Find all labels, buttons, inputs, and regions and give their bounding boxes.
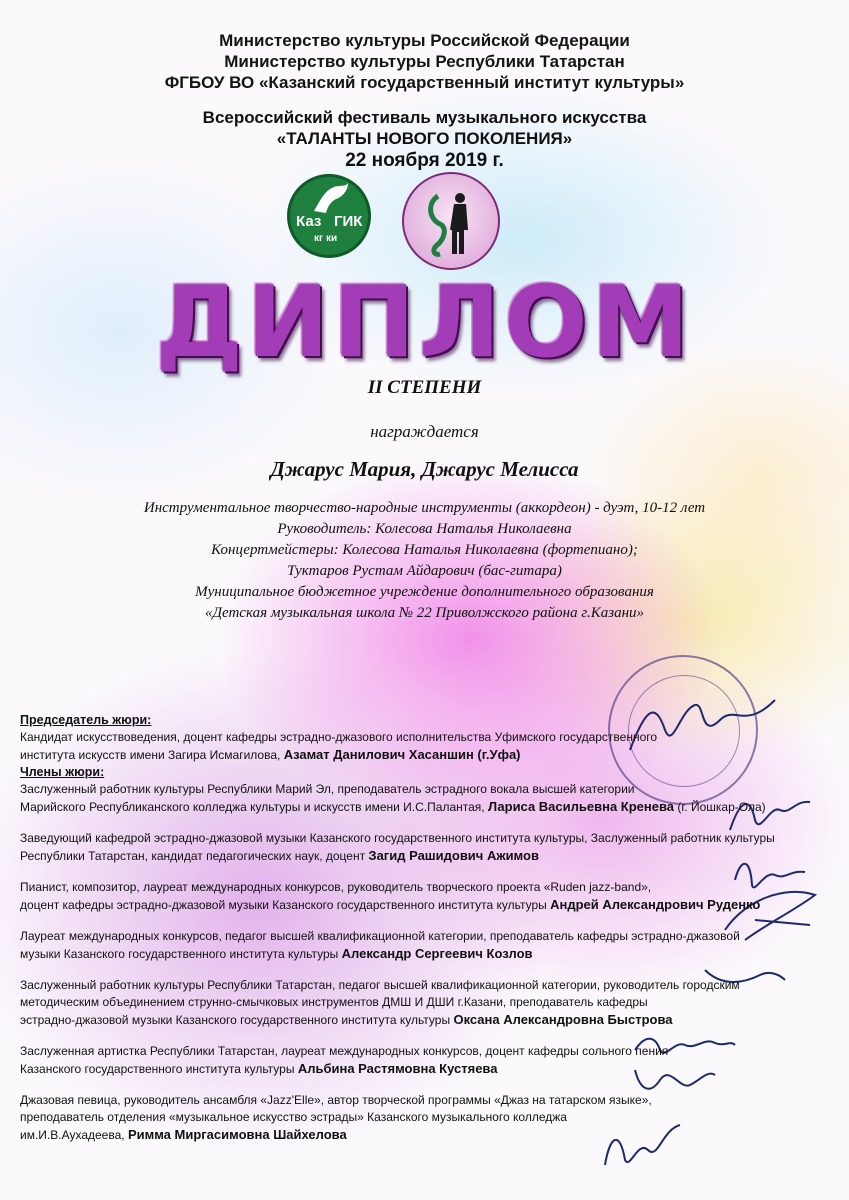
institution-line-1: Муниципальное бюджетное учреждение дополнительного образования [195, 584, 654, 600]
jury-member-2-line-1: Заведующий кафедрой эстрадно-джазовой музыки Казанского государственного института культуры, Заслуженный работник культуры [20, 831, 775, 845]
jury-member-5-line-1: Заслуженный работник культуры Республики Татарстан, педагог высшей квалификационной категории, руководитель городским [20, 978, 740, 992]
jury-member-3-name: Андрей Александрович Руденко [550, 897, 761, 912]
jury-member-7-line-2: преподаватель отделения «музыкальное искусство эстрады» Казанского музыкального колледжа [20, 1110, 567, 1124]
diploma-degree: II СТЕПЕНИ [367, 377, 482, 398]
award-details [0, 498, 849, 624]
bird-icon [310, 181, 352, 215]
jury-member-1-city: (г. Йошкар-Ола) [677, 800, 766, 814]
jury-member-5-line-3: эстрадно-джазовой музыки Казанского государственного института культуры [20, 1013, 451, 1027]
jury-chair-heading: Председатель жюри: [20, 713, 152, 727]
talanty-logo [402, 172, 500, 270]
festival-date: 22 ноября 2019 г. [345, 150, 504, 171]
awarded-label: награждается [370, 422, 479, 441]
accompanists-line-2: Туктаров Рустам Айдарович (бас-гитара) [287, 563, 562, 579]
jury-member-1-name: Лариса Васильевна Кренева [487, 799, 675, 814]
diploma-title: ДИПЛОМ [155, 266, 694, 380]
jury-member-1-line-2: Марийского Республиканского колледжа культуры и искусств имени И.С.Палантая, [20, 800, 485, 814]
ministry-header [0, 30, 849, 93]
institution-line-2: «Детская музыкальная школа № 22 Приволжского района г.Казани» [204, 605, 645, 621]
jury-member-5-name: Оксана Александровна Быстрова [453, 1012, 673, 1027]
jury-member-7-line-1: Джазовая певица, руководитель ансамбля «Jazz'Elle», автор творческой программы «Джаз на татарском языке», [20, 1093, 652, 1107]
jury-member-6-line-1: Заслуженная артистка Республики Татарстан, лауреат международных конкурсов, доцент кафедры сольного пения [20, 1044, 669, 1058]
jury-member-4-line-2: музыки Казанского государственного института культуры [20, 947, 339, 961]
jury-member-7-name: Римма Миргасимовна Шайхелова [127, 1127, 347, 1142]
musician-silhouette-icon [404, 174, 498, 268]
jury-member-2-line-2: Республики Татарстан, кандидат педагогических наук, доцент [20, 849, 366, 863]
jury-member-1-line-1: Заслуженный работник культуры Республики Марий Эл, преподаватель эстрадного вокала высшей категории [20, 782, 635, 796]
jury-member-3-line-1: Пианист, композитор, лауреат международных конкурсов, руководитель творческого проекта «Ruden jazz-band», [20, 880, 652, 894]
jury-chair-name: Азамат Данилович Хасаншин (г.Уфа) [283, 747, 521, 762]
header-line-3: ФГБОУ ВО «Казанский государственный институт культуры» [164, 73, 685, 92]
jury-member-4-name: Александр Сергеевич Козлов [341, 946, 533, 961]
kazgik-left-text: Каз [296, 213, 322, 230]
jury-chair-line-1: Кандидат искусствоведения, доцент кафедры эстрадно-джазового исполнительства Уфимского государственного [20, 730, 658, 744]
jury-block [20, 712, 775, 1144]
jury-member-3-line-2: доцент кафедры эстрадно-джазовой музыки Казанского государственного института культуры [20, 898, 547, 912]
festival-block [0, 107, 849, 173]
leader-text: Руководитель: Колесова Наталья Николаевна [277, 521, 572, 537]
recipient-names: Джарус Мария, Джарус Мелисса [270, 457, 579, 481]
festival-title: «ТАЛАНТЫ НОВОГО ПОКОЛЕНИЯ» [276, 129, 573, 148]
jury-member-2-name: Загид Рашидович Ажимов [368, 848, 539, 863]
nomination-text: Инструментальное творчество-народные инструменты (аккордеон) - дуэт, 10-12 лет [143, 500, 706, 516]
jury-member-5-line-2: методическим объединением струнно-смычковых инструментов ДМШ И ДШИ г.Казани, преподаватель кафедры [20, 995, 648, 1009]
jury-member-7-line-3: им.И.В.Аухадеева, [20, 1128, 125, 1142]
accompanists-line-1: Концертмейстеры: Колесова Наталья Николаевна (фортепиано); [211, 542, 638, 558]
festival-name: Всероссийский фестиваль музыкального искусства [202, 108, 647, 127]
kazgik-logo [287, 174, 371, 258]
jury-member-6-name: Альбина Растямовна Кустяева [297, 1061, 498, 1076]
jury-chair-line-2: института искусств имени Загира Исмагилова, [20, 748, 281, 762]
jury-member-6-line-2: Казанского государственного института культуры [20, 1062, 295, 1076]
header-line-1: Министерство культуры Российской Федерации [219, 31, 630, 50]
jury-members-heading: Члены жюри: [20, 765, 105, 779]
kazgik-sub-text: кг ки [314, 233, 338, 244]
jury-member-4-line-1: Лауреат международных конкурсов, педагог высшей квалификационной категории, преподаватель кафедры эстрадно-джазовой [20, 929, 740, 943]
header-line-2: Министерство культуры Республики Татарстан [224, 52, 625, 71]
kazgik-right-text: ГИК [334, 213, 363, 230]
